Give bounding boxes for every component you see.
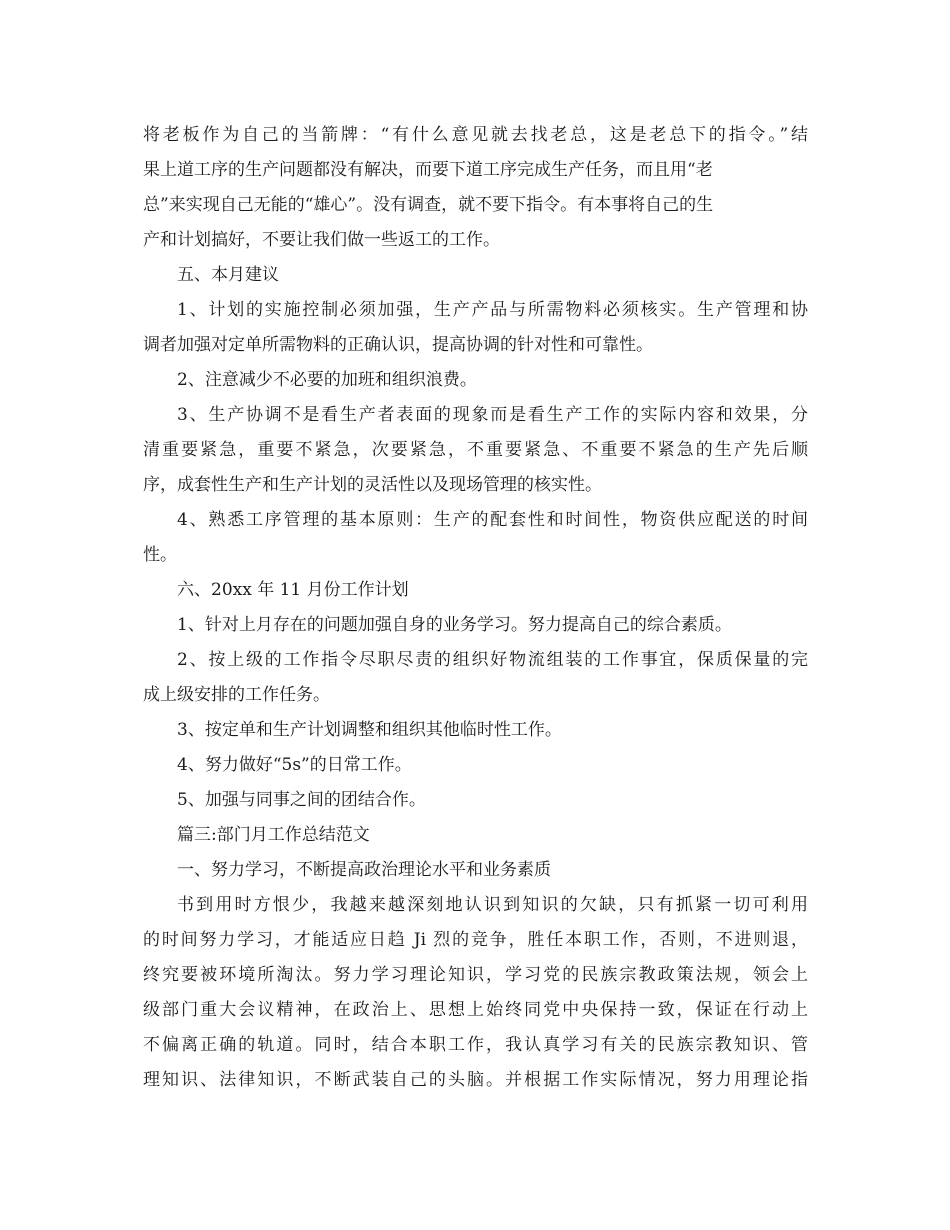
text-line: 成上级安排的工作任务。 [143,685,330,705]
text-line: 书到用时方恨少，我越来越深刻地认识到知识的欠缺，只有抓紧一切可利用 [177,895,808,915]
text-line: 4、努力做好“5s”的日常工作。 [177,755,412,775]
text-line: 2、按上级的工作指令尽职尽责的组织好物流组装的工作事宜，保质保量的完 [177,650,808,670]
text-line: 清重要紧急，重要不紧急，次要紧急，不重要紧急、不重要不紧急的生产先后顺 [143,440,808,460]
text-line: 2、注意减少不必要的加班和组织浪费。 [177,370,477,390]
document-body [143,118,808,1098]
text-line: 一、努力学习，不断提高政治理论水平和业务素质 [177,860,551,880]
text-line: 总”来实现自己无能的“雄心”。没有调查，就不要下指令。有本事将自己的生 [143,195,714,215]
text-line: 理知识、法律知识，不断武装自己的头脑。并根据工作实际情况，努力用理论指 [143,1070,808,1090]
text-line: 果上道工序的生产问题都没有解决，而要下道工序完成生产任务，而且用“老 [143,160,713,180]
text-line: 调者加强对定单所需物料的正确认识，提高协调的针对性和可靠性。 [143,335,653,355]
text-line: 级部门重大会议精神，在政治上、思想上始终同党中央保持一致，保证在行动上 [143,1000,808,1020]
text-line: 性。 [143,545,177,565]
text-line: 产和计划搞好，不要让我们做一些返工的工作。 [143,230,500,250]
text-line: 六、20xx 年 11 月份工作计划 [177,580,409,600]
text-line: 不偏离正确的轨道。同时，结合本职工作，我认真学习有关的民族宗教知识、管 [143,1035,808,1055]
text-line: 序，成套性生产和生产计划的灵活性以及现场管理的核实性。 [143,475,602,495]
text-line: 4、熟悉工序管理的基本原则：生产的配套性和时间性，物资供应配送的时间 [177,510,808,530]
text-line: 3、生产协调不是看生产者表面的现象而是看生产工作的实际内容和效果，分 [177,405,808,425]
text-line: 1、计划的实施控制必须加强，生产产品与所需物料必须核实。生产管理和协 [177,300,808,320]
text-line: 3、按定单和生产计划调整和组织其他临时性工作。 [177,720,562,740]
text-line: 将老板作为自己的当箭牌：“有什么意见就去找老总，这是老总下的指令。”结 [143,125,808,145]
text-line: 篇三:部门月工作总结范文 [177,825,370,845]
text-line: 的时间努力学习，才能适应日趋 Ji 烈的竞争，胜任本职工作，否则，不进则退， [143,930,808,950]
text-line: 1、针对上月存在的问题加强自身的业务学习。努力提高自己的综合素质。 [177,615,732,635]
text-line: 五、本月建议 [177,265,279,285]
text-line: 5、加强与同事之间的团结合作。 [177,790,426,810]
text-line: 终究要被环境所淘汰。努力学习理论知识，学习党的民族宗教政策法规，领会上 [143,965,808,985]
